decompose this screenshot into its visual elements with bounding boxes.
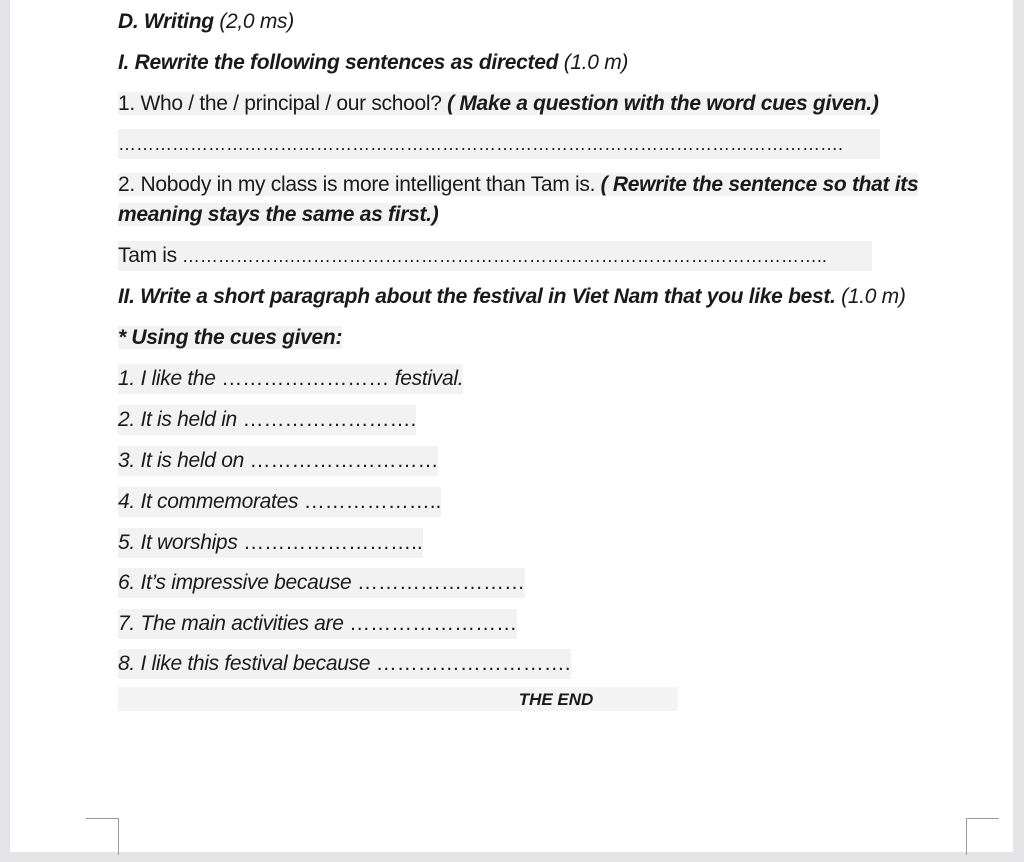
cue-dots: ……………………. (242, 408, 417, 431)
question-1-text: 1. Who / the / principal / our school? (118, 92, 448, 115)
cue-dots: …………………… (356, 571, 525, 594)
part1-heading (118, 48, 628, 78)
cue-text: 2. It is held in (118, 408, 243, 431)
cue-text: 6. It’s impressive because (118, 571, 357, 594)
cue-suffix: festival. (389, 367, 464, 390)
cue-text: 3. It is held on (118, 449, 250, 472)
page-margin-corner-right (966, 818, 999, 855)
question-2-instruction-b: meaning stays the same as first.) (118, 203, 439, 226)
cue-dots: …………………… (221, 367, 390, 390)
cue-item (118, 405, 416, 435)
question-2-answer (118, 241, 872, 271)
question-2-prefix: Tam is (118, 244, 177, 267)
question-1-instruction: ( Make a question with the word cues given.) (447, 92, 879, 115)
part2-title: II. Write a short paragraph about the festival in Viet Nam that you like best. (118, 285, 836, 308)
question-2-text: 2. Nobody in my class is more intelligent than Tam is. (118, 173, 601, 196)
part2-heading (118, 282, 906, 312)
the-end-text: THE END (518, 690, 594, 709)
cue-heading (118, 323, 342, 353)
cue-text: 8. I like this festival because (118, 652, 376, 675)
cue-item (118, 528, 423, 558)
cue-text: 4. It commemorates (118, 490, 304, 513)
cue-dots: ………………………. (375, 652, 571, 675)
cue-item (118, 568, 525, 598)
the-end-label (118, 687, 678, 711)
cue-text: 5. It worships (118, 531, 244, 554)
cue-dots: …………………… (349, 612, 518, 635)
cue-dots: ……………………… (249, 449, 439, 472)
page-margin-corner-left (86, 818, 119, 855)
section-d-title: D. Writing (118, 10, 214, 33)
cue-item (118, 446, 438, 476)
section-d-points: (2,0 ms) (219, 10, 294, 33)
cue-item (118, 364, 463, 394)
part2-points: (1.0 m) (841, 285, 906, 308)
question-2-instruction-a: ( Rewrite the sentence so that its (600, 173, 919, 196)
question-1 (118, 89, 879, 119)
cue-heading-text: * Using the cues given: (118, 326, 343, 349)
cue-dots: …………………….. (243, 531, 423, 554)
question-1-answer-line: …………………………………………………………………………………………………………. (118, 129, 880, 159)
part1-points: (1.0 m) (563, 51, 629, 74)
cue-item (118, 649, 571, 679)
question-2-line-1 (118, 170, 918, 200)
part1-title: I. Rewrite the following sentences as directed (118, 51, 559, 74)
section-d-heading (118, 7, 294, 37)
question-2-answer-line: ……………….…………………………………………………………………………….. (176, 246, 827, 266)
question-2-line-2 (118, 200, 438, 230)
cue-dots: ……………….. (303, 490, 442, 513)
cue-item (118, 609, 517, 639)
cue-item (118, 487, 441, 517)
cue-text: 7. The main activities are (118, 612, 350, 635)
cue-text: 1. I like the (118, 367, 222, 390)
